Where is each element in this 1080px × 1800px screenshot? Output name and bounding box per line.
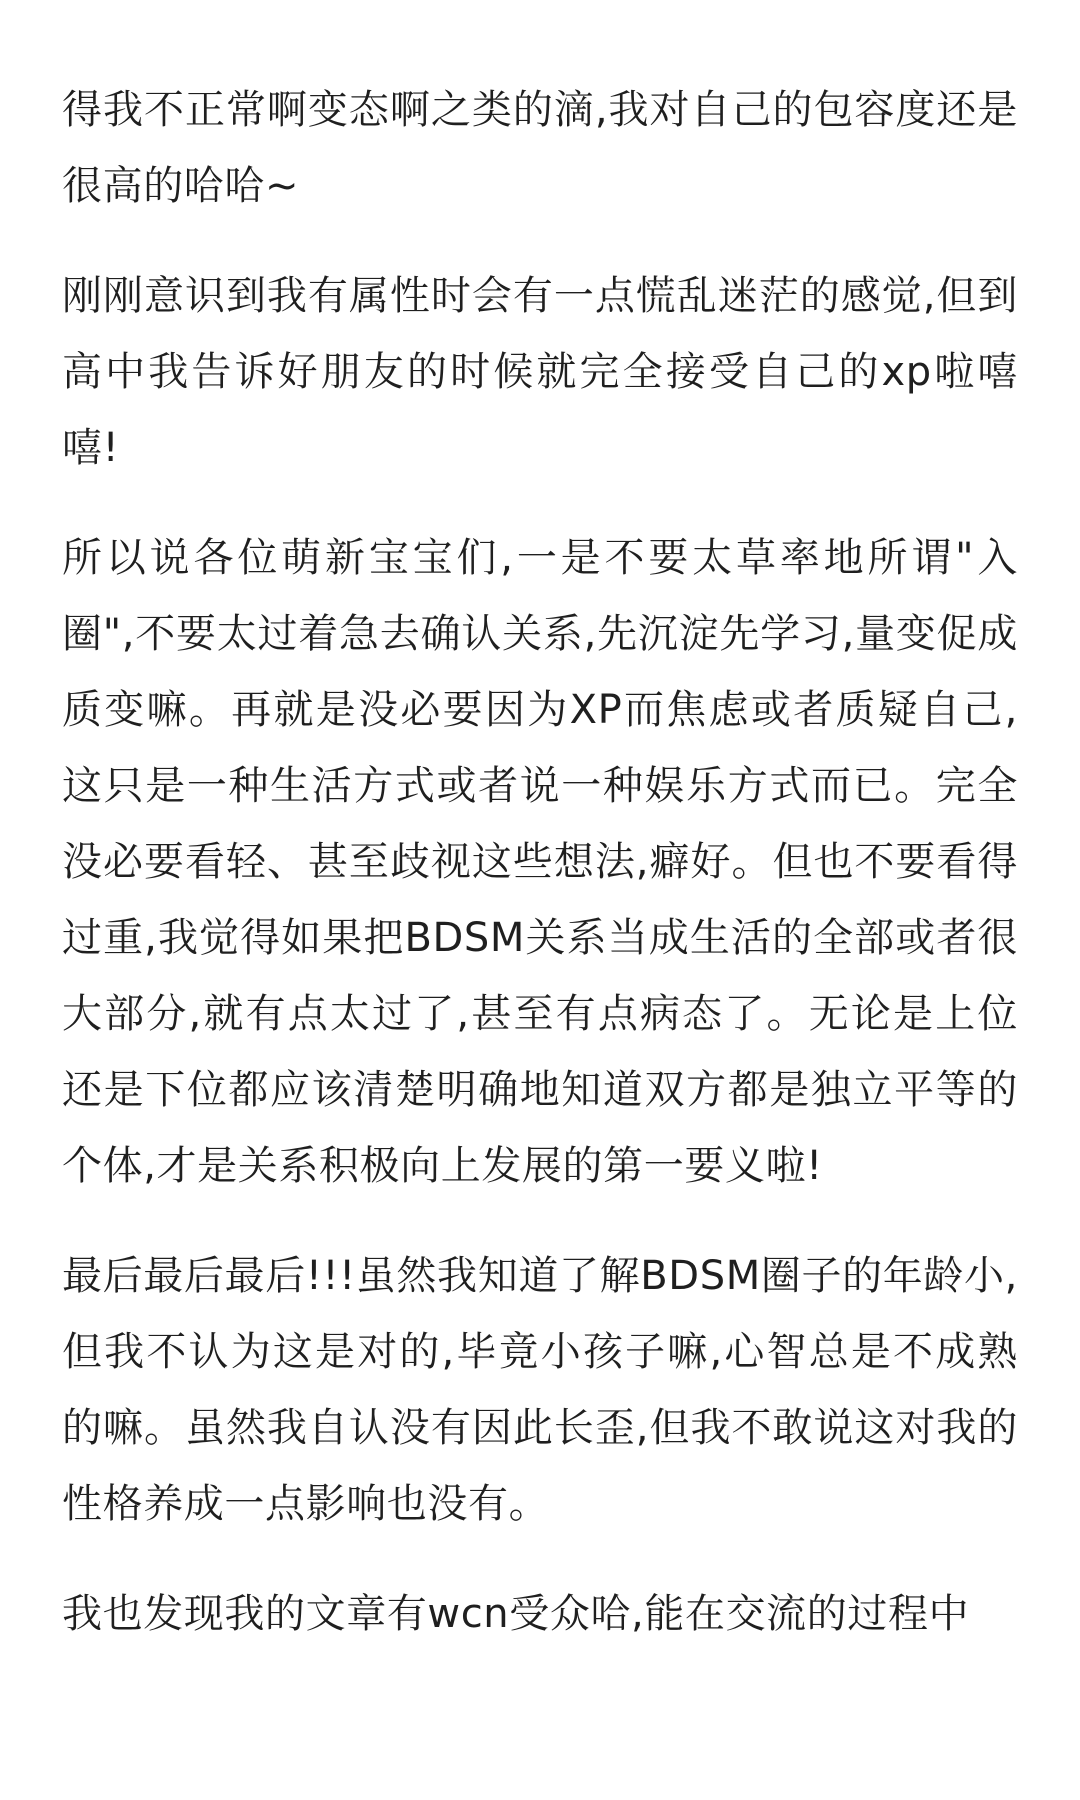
- article-paragraph-3: 所以说各位萌新宝宝们,一是不要太草率地所谓"入圈",不要太过着急去确认关系,先沉淀先学习,量变促成质变嘛。再就是没必要因为XP而焦虑或者质疑自己,这只是一种生活方式或者说一种娱乐方式而已。完全没必要看轻、甚至歧视这些想法,癖好。但也不要看得过重,我觉得如果把BDSM关系当成生活的全部或者很大部分,就有点太过了,甚至有点病态了。无论是上位还是下位都应该清楚明确地知道双方都是独立平等的个体,才是关系积极向上发展的第一要义啦!: [62, 535, 1018, 1189]
- article-paragraph-1: 得我不正常啊变态啊之类的滴,我对自己的包容度还是很高的哈哈~: [62, 87, 1018, 209]
- article-paragraph-4: 最后最后最后!!!虽然我知道了解BDSM圈子的年龄小,但我不认为这是对的,毕竟小孩子嘛,心智总是不成熟的嘛。虽然我自认没有因此长歪,但我不敢说这对我的性格养成一点影响也没有。: [62, 1253, 1018, 1527]
- article-paragraph-2: 刚刚意识到我有属性时会有一点慌乱迷茫的感觉,但到高中我告诉好朋友的时候就完全接受自己的xp啦嘻嘻!: [62, 273, 1018, 471]
- article-paragraph-5: 我也发现我的文章有wcn受众哈,能在交流的过程中: [62, 1591, 970, 1637]
